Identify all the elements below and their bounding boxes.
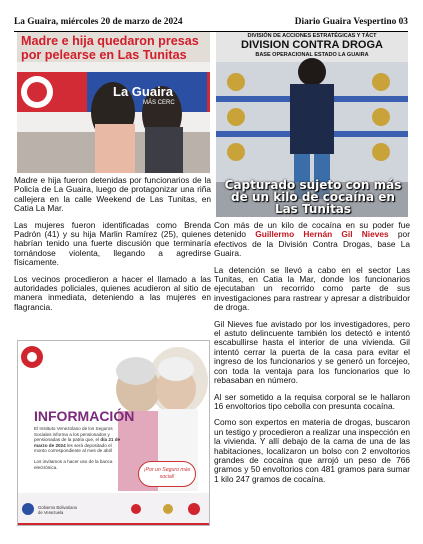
photo-banner-main: DIVISION CONTRA DROGA xyxy=(241,39,383,51)
dateline: La Guaira, miércoles 20 de marzo de 2024 xyxy=(14,17,183,27)
story1-photo xyxy=(17,32,210,173)
story2-paragraph: La detención se llevó a cabo en el sector Las Tunitas, en Catia la Mar, donde los funcionarios ejecutaban un recorrido como parte de sus investigaciones para rastrear y apresar a distribuidor de droga. xyxy=(214,264,410,313)
story2-intro-after: por efectivos de la División Contra Drogas, base La Guaira. xyxy=(214,229,410,259)
story2-intro xyxy=(214,221,410,259)
story2-paragraph: Gil Nieves fue avistado por los investigadores, pero el astuto delincuente también los detectó e intentó escabullirse hasta el interior de una vivienda. Gil intentó cerrar la puerta de la casa para evitar el ingreso de los funcionarios y se generó un forcejeo, con toda la ventaja para los funcionarios que lo rebasaban en número. xyxy=(214,318,410,386)
newspaper-name: Diario Guaira Vespertino 03 xyxy=(294,17,408,27)
story2-photo-caption: Capturado sujeto con más de un kilo de cocaína en Las Tunitas xyxy=(224,178,402,216)
story1-body xyxy=(14,176,211,319)
ad-body-intro: El Instituto Venezolano de los Seguros Sociales informa a los pensionados y pensionadas de la patria que, el xyxy=(34,426,113,443)
story1-paragraph: Madre e hija fueron detenidas por funcionarios de la Policía de La Guaira, luego de protagonizar una riña callejera en la calle Weekend de Las Tunitas, en Catia La Mar. xyxy=(14,175,211,214)
ad-body-date: día 21 de marzo de 2024 xyxy=(34,437,121,448)
photo-banner-text-2: MÁS CERC xyxy=(143,100,175,106)
story2-paragraph: Al ser sometido a la requisa corporal se le hallaron 16 envoltorios tipo cebolla con presunta cocaína. xyxy=(214,391,410,411)
photo-banner-text: La Guaira xyxy=(113,84,173,99)
story2-body xyxy=(214,221,410,491)
ivss-advertisement xyxy=(17,340,210,526)
suspect-name: Guillermo Hernán Gil Nieves xyxy=(255,229,389,240)
ad-body-invite: Los invitamos a hacer uso de la banca electrónica. xyxy=(34,458,113,470)
ad-title: INFORMACIÓN xyxy=(34,408,135,424)
ad-slogan-bubble: ¡Por un Seguro más social! xyxy=(138,461,196,487)
ad-footer-gov: Gobierno Bolivariano de Venezuela xyxy=(38,505,78,515)
page-header xyxy=(14,17,408,32)
story1-paragraph: Las mujeres fueron identificadas como Brenda Padrón (41) y su hija Marlin Ramírez (25), quienes habrían tenido una fuerte discusión que terminaría tornándose violenta, llegando a agredirse físicamente. xyxy=(14,219,211,268)
story1-paragraph: Los vecinos procedieron a hacer el llamado a las autoridades policiales, quienes acudieron al sitio de manera inmediata, deteniendo a las mujeres en flagrancia. xyxy=(14,273,211,312)
ad-body-rest: les será depositado el monto correspondiente al mes de abril xyxy=(34,442,113,454)
ad-body xyxy=(34,426,122,470)
story2-paragraph: Como son expertos en materia de drogas, buscaron un testigo y procedieron a realizar una inspección en la vivienda. Y allí debajo de la cama de una de las habitaciones, localizaron un bolso con 2 envoltorios grandes de cocaína que arrojó un peso de 766 gramos y 50 envoltorios con 481 gramos para sumar 1 kilo 247 gramos de cocaína. xyxy=(214,417,410,484)
photo-banner-sub: BASE OPERACIONAL ESTADO LA GUAIRA xyxy=(255,52,369,58)
photo-banner-top: DIVISIÓN DE ACCIONES ESTRATÉGICAS Y TÁCT xyxy=(247,33,377,39)
story2-photo xyxy=(216,32,408,217)
story1-headline: Madre e hija quedaron presas por pelearse en Las Tunitas xyxy=(21,34,199,62)
story2-intro-before: Con más de un kilo de cocaína en su poder fue detenido xyxy=(214,220,410,240)
